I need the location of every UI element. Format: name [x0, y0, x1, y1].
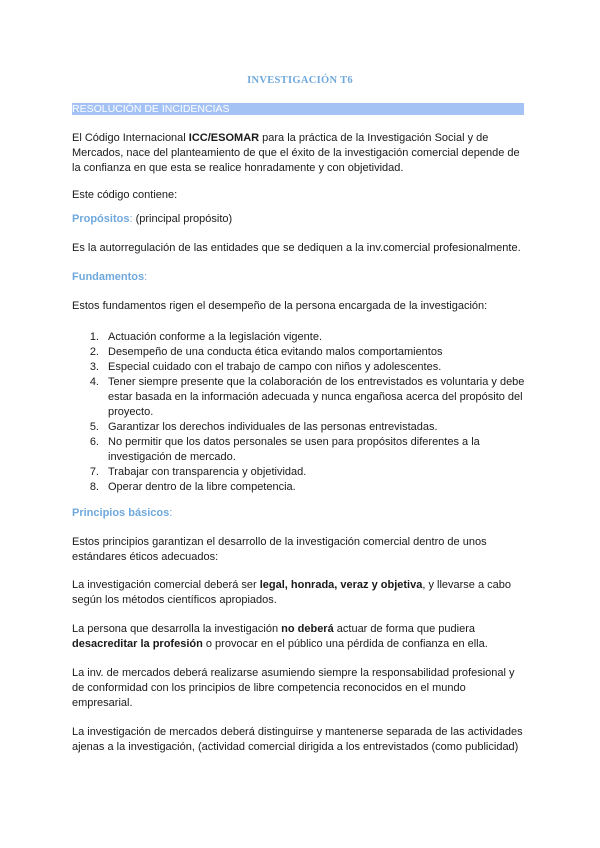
intro-paragraph	[72, 131, 528, 176]
list-item: 1. Actuación conforme a la legislación vigente.	[89, 331, 323, 343]
document-title: INVESTIGACIÓN T6	[247, 75, 353, 86]
fundamentos-list	[72, 330, 528, 495]
intro-text-2: para la práctica de la Investigación Social y de Mercados, nace del planteamiento de que el éxito de la investigación comercial depende de la confianza en que esta se realice honradamente y con objetividad.	[72, 132, 520, 174]
fundamentos-heading: Fundamentos	[72, 271, 145, 283]
list-item: 4. Tener siempre presente que la colaboración de los entrevistados es voluntaria y debe estar basada en la información adecuada y nunca engañosa acerca del propósito del proyecto.	[89, 376, 525, 418]
list-item: 8. Operar dentro de la libre competencia.	[89, 481, 296, 493]
fundamentos-heading-line	[72, 270, 528, 285]
intro-code-name: ICC/ESOMAR	[188, 132, 260, 144]
principio-paragraph-4: La investigación de mercados deberá distinguirse y mantenerse separada de las actividades ajenas a la investigación, (actividad comercial dirigida a los entrevistados (como publicidad)	[72, 726, 523, 753]
principio-1-emphasis: legal, honrada, veraz y objetiva	[259, 579, 423, 591]
list-item: 3. Especial cuidado con el trabajo de campo con niños y adolescentes.	[89, 361, 442, 373]
list-item: 5. Garantizar los derechos individuales de las personas entrevistadas.	[89, 421, 438, 433]
principio-2-emphasis-2: desacreditar la profesión	[72, 638, 203, 650]
principio-2-emphasis-1: no deberá	[281, 623, 334, 635]
propositos-colon: :	[129, 213, 133, 225]
principios-intro: Estos principios garantizan el desarrollo de la investigación comercial dentro de unos estándares éticos adecuados:	[72, 536, 487, 563]
intro-text-1: El Código Internacional	[72, 132, 189, 144]
fundamentos-intro: Estos fundamentos rigen el desempeño de la persona encargada de la investigación:	[72, 300, 488, 312]
list-item: 7. Trabajar con transparencia y objetividad.	[89, 466, 307, 478]
propositos-text: Es la autorregulación de las entidades que se dediquen a la inv.comercial profesionalmente.	[72, 242, 521, 254]
propositos-note: (principal propósito)	[132, 213, 233, 225]
principios-heading-line	[72, 506, 528, 521]
list-item: 2. Desempeño de una conducta ética evitando malos comportamientos	[89, 346, 443, 358]
contains-line: Este código contiene:	[72, 189, 178, 201]
propositos-heading-line	[72, 212, 528, 227]
principio-paragraph-2: La persona que desarrolla la investigación no deberá actuar de forma que pudiera desacreditar la profesión o provocar en el público una pérdida de confianza en ella.	[72, 623, 488, 650]
principios-heading: Principios básicos	[72, 507, 170, 519]
section-band-heading: RESOLUCIÓN DE INCIDENCIAS	[72, 103, 524, 115]
propositos-heading: Propósitos	[72, 213, 130, 225]
list-item: 6. No permitir que los datos personales se usen para propósitos diferentes a la investigación de mercado.	[89, 436, 480, 463]
fundamentos-colon: :	[144, 271, 148, 283]
principio-paragraph-1: La investigación comercial deberá ser legal, honrada, veraz y objetiva, y llevarse a cabo según los métodos científicos apropiados.	[72, 579, 511, 606]
principio-paragraph-3: La inv. de mercados deberá realizarse asumiendo siempre la responsabilidad profesional y de conformidad con los principios de libre competencia reconocidos en el mundo empresarial.	[72, 667, 515, 709]
principios-colon: :	[169, 507, 173, 519]
